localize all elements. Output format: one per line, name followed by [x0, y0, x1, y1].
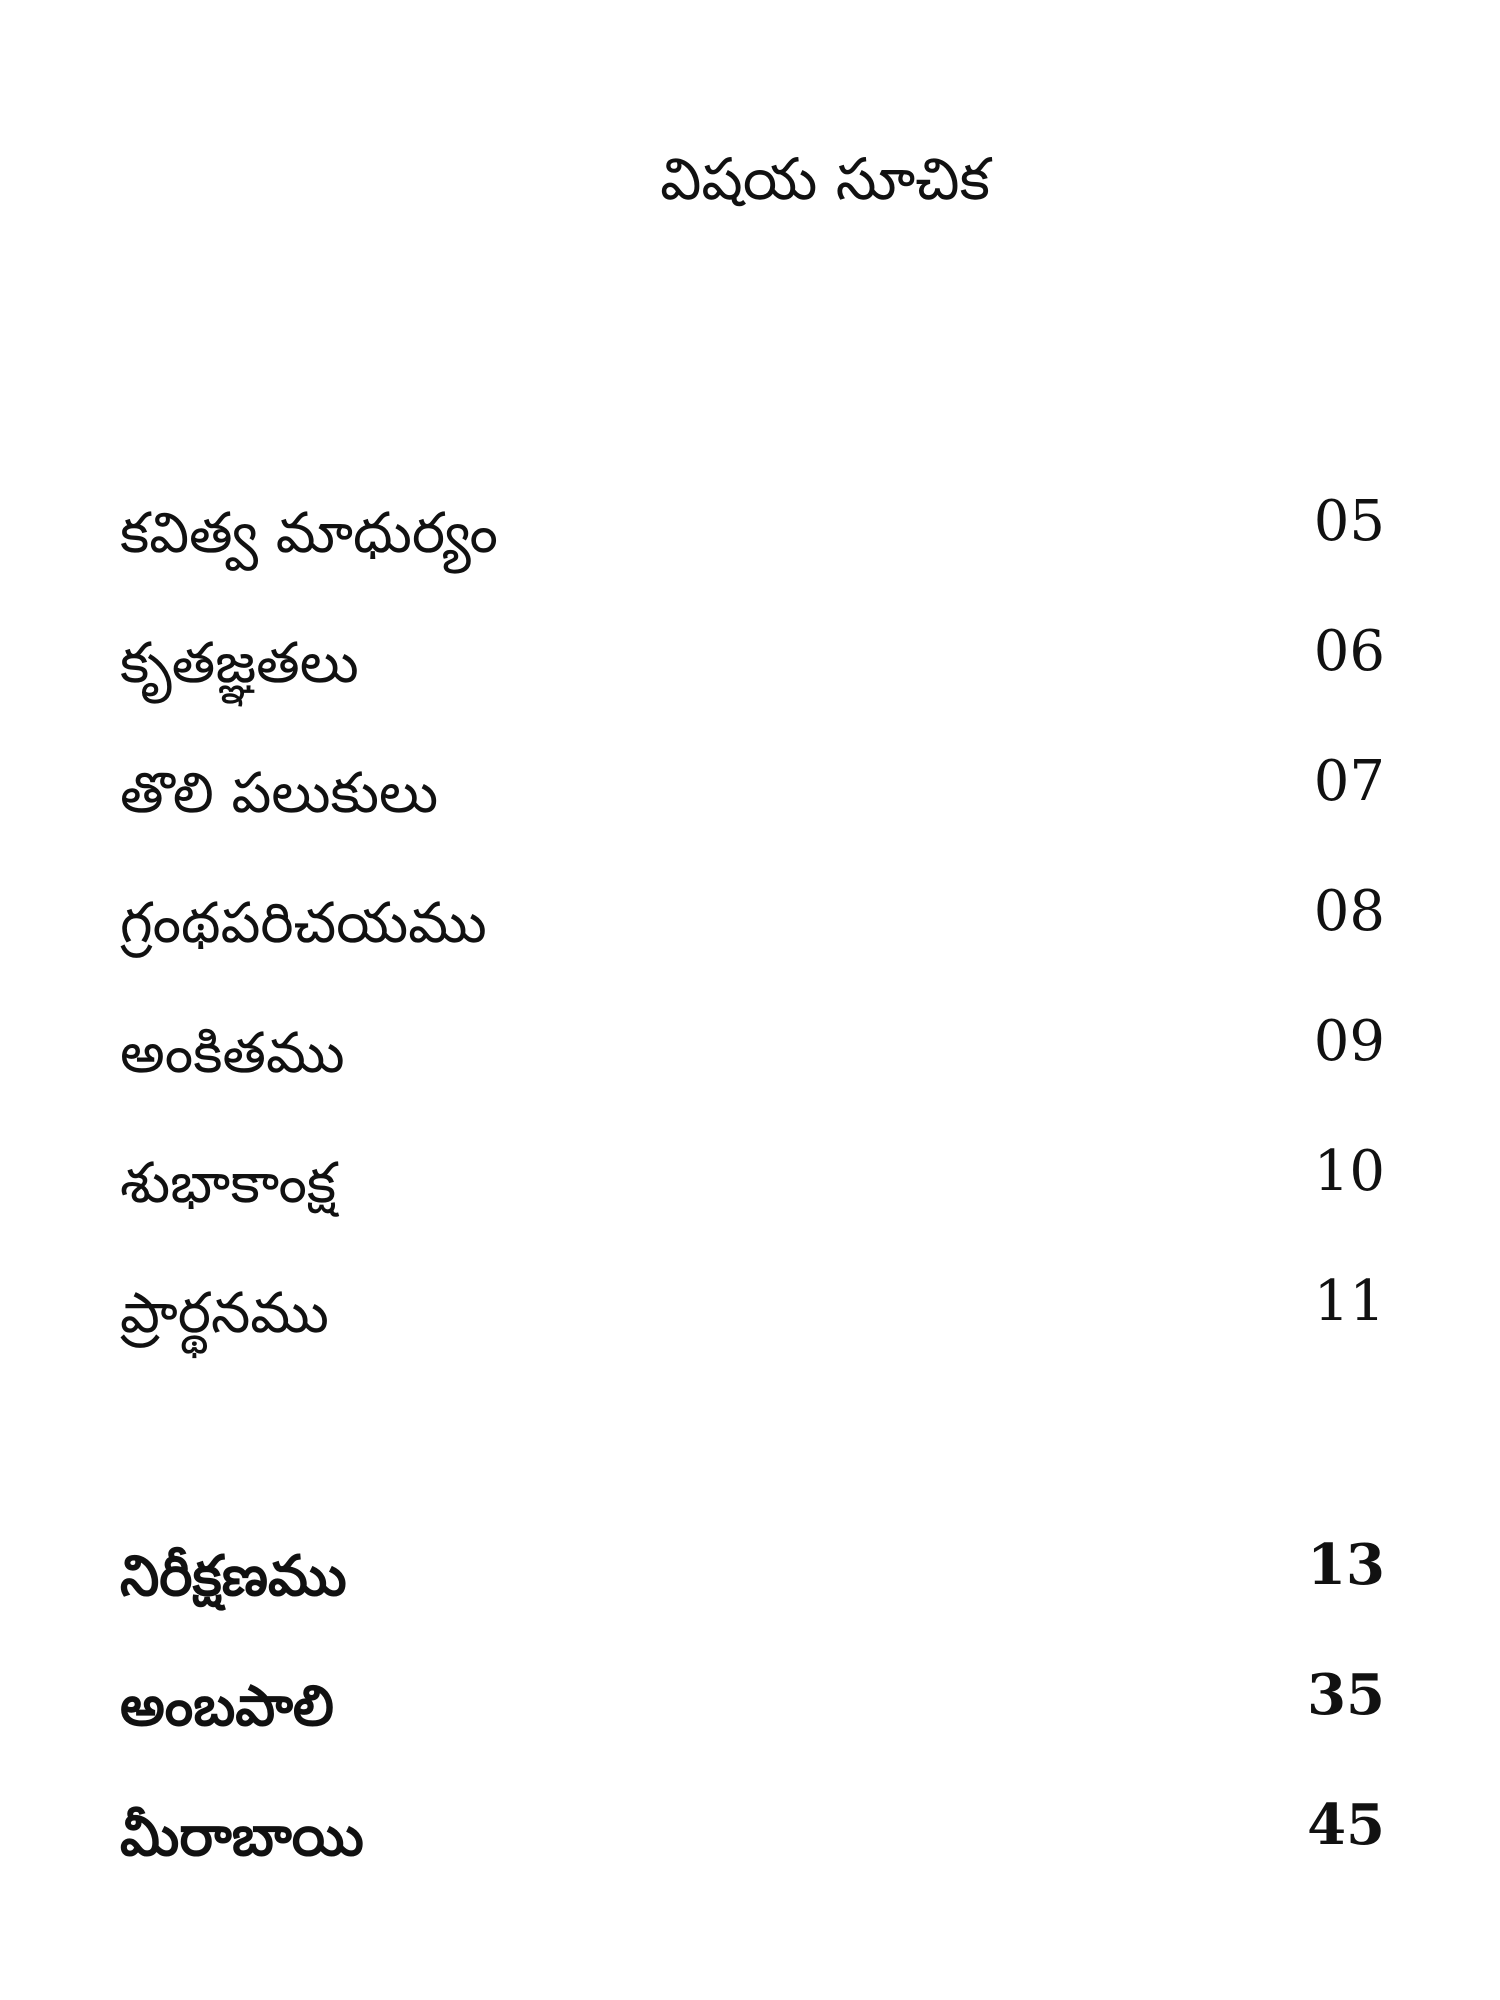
toc-entry-title: అంకితము [120, 1021, 345, 1086]
toc-entry-title: శుభాకాంక్ష [120, 1151, 337, 1216]
toc-entry-title: అంబపాలి [120, 1674, 334, 1739]
toc-entry [120, 872, 1385, 1002]
toc-entry-title: మీరాబాయి [120, 1804, 364, 1869]
toc-entry-page: 07 [1313, 749, 1385, 814]
toc-entry-page: 35 [1307, 1662, 1385, 1728]
toc-entry [120, 742, 1385, 872]
toc-entry-page: 09 [1313, 1009, 1385, 1074]
toc-entry [120, 1655, 1385, 1785]
toc-entry-page: 05 [1313, 489, 1385, 554]
toc-entry [120, 482, 1385, 612]
toc-entry-page: 13 [1307, 1532, 1385, 1598]
toc-entry-title: ప్రార్థనము [120, 1281, 329, 1346]
toc-entry-page: 11 [1313, 1269, 1385, 1334]
toc-entry [120, 1002, 1385, 1132]
toc-entry [120, 1525, 1385, 1655]
toc-entry-title: కవిత్వ మాధుర్యం [120, 501, 498, 566]
toc-entry-page: 10 [1313, 1139, 1385, 1204]
toc-entry [120, 1785, 1385, 1915]
toc-entry-title: నిరీక్షణము [120, 1544, 347, 1609]
toc-entry-title: గ్రంథపరిచయము [120, 891, 487, 956]
toc-front-matter [120, 482, 1385, 1392]
toc-entry [120, 612, 1385, 742]
toc-chapters [120, 1525, 1385, 1915]
toc-entry-page: 45 [1307, 1792, 1385, 1858]
toc-entry-title: తొలి పలుకులు [120, 761, 439, 826]
toc-entry [120, 1132, 1385, 1262]
toc-entry-page: 06 [1313, 619, 1385, 684]
toc-entry-page: 08 [1313, 879, 1385, 944]
toc-entry [120, 1262, 1385, 1392]
page-title: విషయ సూచిక [660, 144, 990, 213]
toc-entry-title: కృతజ్ఞతలు [120, 631, 359, 696]
